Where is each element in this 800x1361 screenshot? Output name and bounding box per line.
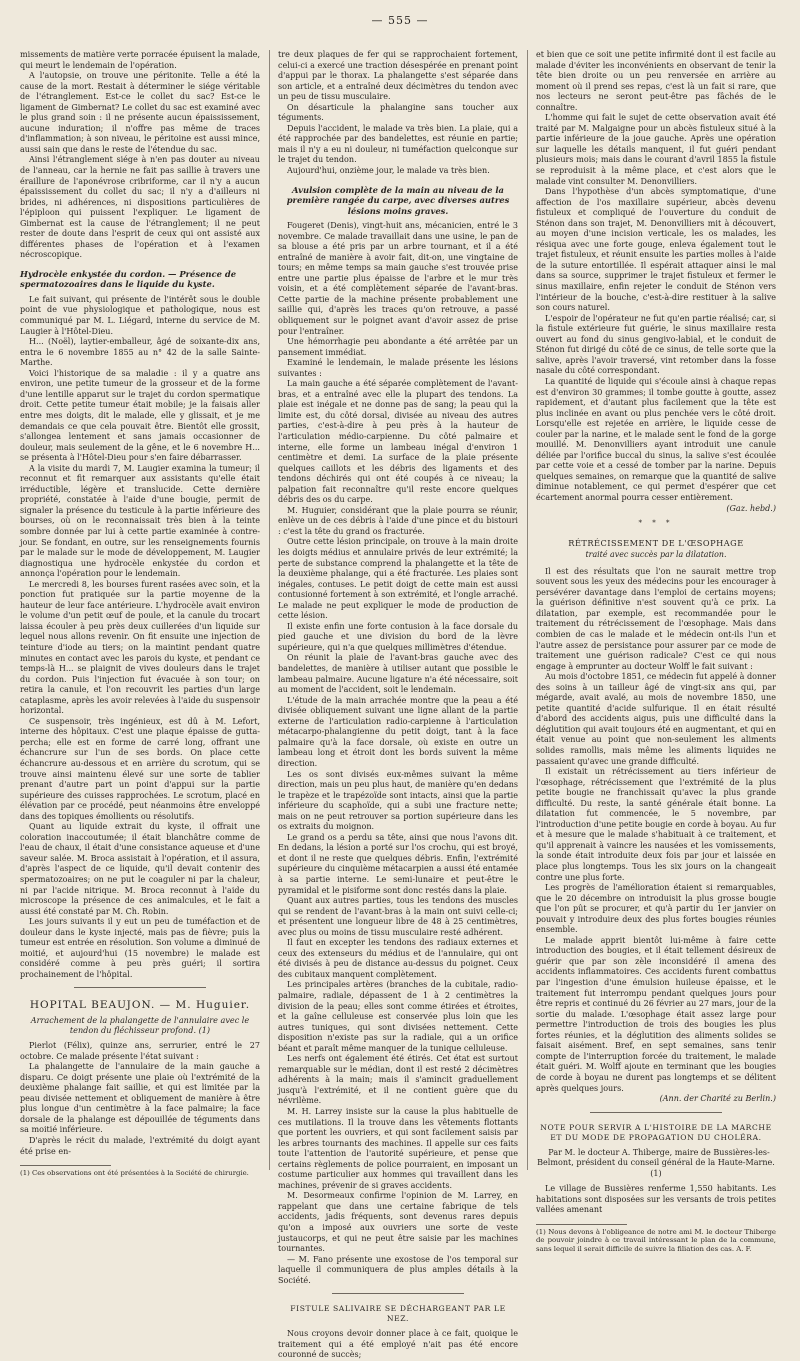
source-citation: (Ann. der Charité zu Berlin.)	[659, 1094, 776, 1104]
paragraph: M. H. Larrey insiste sur la cause la plus habituelle de ces mutilations. Il la trouve dans les vêtements flottants que portent les ouvriers, et qui sont facilement saisis par les arbres tournants des machines. Il appelle sur ces faits toute l'attention de l'autorité supérieure, et pense que certains règlements de police pourraient, en imposant un costume particulier aux hommes qui travaillent dans les machines, prévenir de si graves accidents.	[278, 1107, 518, 1190]
paragraph: Le village de Bussières renferme 1,550 habitants. Les habitations sont disposées sur les versants de trois petites vallées amenant	[536, 1184, 776, 1215]
paragraph: Le malade apprit bientôt lui-même à faire cette introduction des bougies, et il était tellement désireux de guérir que par son zèle inconsidéré il amena des accidents inflammatoires. Ces accidents furent combattus par l'ingestion d'une émulsion huileuse épaisse, et le traitement fut interrompu pendant quelques jours pour être repris et continué du 26 février au 27 mars, jour de la sortie du malade. L'œsophage était assez large pour permettre l'introduction de trois des bougies les plus fortes réunies, et la déglutition des aliments solides se faisait aisément. Bref, en sept semaines, sans tenir compte de l'interruption forcée du traitement, le malade était guéri. M. Wolff ajoute en terminant que les bougies de corde à boyau ne durent pas longtemps et se délitent après quelques jours.	[536, 935, 776, 1093]
paragraph: Ainsi l'étranglement siége à n'en pas douter au niveau de l'anneau, car la hernie ne fait pas saillie à travers une éraillure de l'aponévrose cribriforme, car il n'y a aucun épaississement du collet du sac; il n'y a d'ailleurs ni brides, ni adhérences, ni dispositions particulières de l'épiploon qui puissent l'expliquer. Le ligament de Gimbernat est la cause de l'étranglement; il ne peut rester de doute dans l'esprit de ceux qui ont assisté aux différentes phases de l'opération et à l'examen nécroscopique.	[20, 155, 260, 260]
byline: Par M. le docteur A. Thiberge, maire de Bussières-les-Belmont, président du conseil général de la Haute-Marne. (1)	[537, 1147, 775, 1178]
paragraph: L'étude de la main arrachée montre que la peau a été divisée obliquement suivant une ligne allant de la partie externe de l'articulation radio-carpienne à l'articulation métacarpo-phalangienne du petit doigt, tant à la face palmaire qu'à la face dorsale, où existe en outre un lambeau long et étroit dont les bords suivent la même direction.	[278, 695, 518, 768]
page-number: — 555 —	[371, 14, 429, 27]
paragraph: Quant aux autres parties, tous les tendons des muscles qui se rendent de l'avant-bras à la main ont suivi celle-ci; et présentent une longueur libre de 48 à 25 centimètres, avec plus ou moins de tissu musculaire resté adhérent.	[278, 896, 518, 937]
paragraph: La phalangette de l'annulaire de la main gauche a disparu. Ce doigt présente une plaie où l'extrémité de la deuxième phalange fait saillie, et qui est limitée par la peau divisée nettement et obliquement de manière à être plus longue d'un centimètre à la face palmaire; la face dorsale de la phalange est dépouillée de téguments dans sa moitié inférieure.	[20, 1062, 260, 1135]
section-subheading: traité avec succès par la dilatation.	[585, 550, 727, 560]
paragraph: Les nerfs ont également été étirés. Cet état est surtout remarquable sur le médian, dont il est resté 2 décimètres adhérents à la main; mais il s'amincit graduellement jusqu'à l'extrémité, et il ne contient guère que du névrilème.	[278, 1054, 518, 1106]
paragraph: Outre cette lésion principale, on trouve à la main droite les doigts médius et annulaire privés de leur extrémité; la perte de substance comprend la phalangette et la tête de la deuxième phalange, qui a été fracturée. Les plaies sont inégales, contuses. Le petit doigt de cette main est aussi contusionné fortement à son extrémité, et l'ongle arraché. Le malade ne peut expliquer le mode de production de cette lésion.	[278, 537, 518, 621]
ornament: * * *	[638, 519, 674, 528]
footnote-rule	[536, 1224, 627, 1225]
paragraph: Aujourd'hui, onzième jour, le malade va très bien.	[287, 166, 490, 176]
paragraph: A l'autopsie, on trouve une péritonite. Telle a été la cause de la mort. Restait à déterminer le siége véritable de l'étranglement. Est-ce le collet du sac? Est-ce le ligament de Gimbernat? Le collet du sac est examiné avec le plus grand soin : il ne présente aucun épaississement, aucune induration; il n'offre pas même de traces d'inflammation; à son niveau, le péritoine est aussi mince, aussi sain que dans le reste de l'étendue du sac.	[20, 71, 260, 154]
footnote: (1) Nous devons à l'obligeance de notre ami M. le docteur Thiberge de pouvoir joindre à ce travail intéressant le plan de la commune, sans lequel il serait difficile de suivre la filiation des cas. A. F.	[536, 1227, 776, 1254]
paragraph: Examiné le lendemain, le malade présente les lésions suivantes :	[278, 358, 518, 378]
paragraph: Il existe enfin une forte contusion à la face dorsale du pied gauche et une division du bord de la lèvre supérieure, qui n'a que quelques millimètres d'étendue.	[278, 621, 518, 652]
paragraph: M. Huguier, considérant que la plaie pourra se réunir, enlève un de ces débris à l'aide d'une pince et du bistouri : c'est la tête du grand os fracturée.	[278, 505, 518, 536]
paragraph: missements de matière verte porracée épuisent la malade, qui meurt le lendemain de l'opération.	[20, 50, 260, 70]
paragraph: Nous croyons devoir donner place à ce fait, quoique le traitement qui a été employé n'ait pas été encore couronné de succès;	[278, 1329, 518, 1360]
paragraph: Fougeret (Denis), vingt-huit ans, mécanicien, entré le 3 novembre. Ce malade travaillait dans une usine, le pan de sa blouse a été pris par un arbre tournant, et il a été entraîné de manière à avoir fait, dit-on, une vingtaine de tours; en même temps sa main gauche s'est trouvée prise entre une partie plus épaisse de l'arbre et le mur très voisin, et a été complètement séparée de l'avant-bras. Cette partie de la machine présente probablement une saillie qui, d'après les traces qu'on retrouve, a passé obliquement sur le poignet avant d'avoir assez de prise pour l'entraîner.	[278, 221, 518, 336]
paragraph: Depuis l'accident, le malade va très bien. La plaie, qui a été rapprochée par des bandelettes, est réunie en partie; mais il n'y a eu ni douleur, ni tuméfaction quelconque sur le trajet du tendon.	[278, 123, 518, 165]
section-heading: FISTULE SALIVAIRE SE DÉCHARGEANT PAR LE NEZ.	[290, 1304, 506, 1324]
paragraph: tre deux plaques de fer qui se rapprochaient fortement, celui-ci a exercé une traction désespérée en prenant point d'appui par le thorax. La phalangette s'est séparée dans son article, et a entraîné deux décimètres du tendon avec un peu de tissu musculaire.	[278, 50, 518, 102]
column-rule	[269, 50, 270, 1170]
section-heading: Hydrocèle enkystée du cordon. — Présence de spermatozoaires dans le liquide du kyste.	[20, 268, 237, 290]
column-rule	[527, 50, 528, 1170]
paragraph: Les principales artères (branches de la cubitale, radio-palmaire, radiale, dépassent de 1 à 2 centimètres la division de la peau; elles sont comme étirées et étroites, et la gaîne celluleuse est conservée plus loin que les autres tuniques, qui sont divisées nettement. Cette disposition n'existe pas sur la radiale, qui a un orifice béant et paraît même manquer de la tunique celluleuse.	[278, 980, 518, 1053]
source-citation: (Gaz. hebd.)	[726, 503, 776, 513]
paragraph: Les progrès de l'amélioration étaient si remarquables, que le 20 décembre on introduisit la plus grosse bougie que l'on pût se procurer, et qu'à partir du 1er janvier on pouvait y introduire deux des plus fortes bougies réunies ensemble.	[536, 883, 776, 935]
paragraph: L'espoir de l'opérateur ne fut qu'en partie réalisé; car, si la fistule extérieure fut guérie, le sinus maxillaire resta ouvert au fond du sinus gengivo-labial, et le conduit de Sténon fut dirigé du côté de ce sinus, de telle sorte que la salive, après l'avoir traversé, vint retomber dans la fosse nasale du côté correspondant.	[536, 313, 776, 376]
paragraph: On réunit la plaie de l'avant-bras gauche avec des bandelettes, de manière à utiliser autant que possible le lambeau palmaire. Aucune ligature n'a été nécessaire, soit au moment de l'accident, soit le lendemain.	[278, 653, 518, 695]
paragraph: Au mois d'octobre 1851, ce médecin fut appelé à donner des soins à un tailleur âgé de vingt-six ans qui, par mégarde, avait avalé, au mois de novembre 1850, une petite quantité d'acide sulfurique. Il en était résulté d'abord des accidents aigus, puis une difficulté dans la déglutition qui avait toujours été en augmentant, et qui en était venue au point que non-seulement les aliments solides ramollis, mais même les aliments liquides ne passaient qu'avec une grande difficulté.	[536, 672, 776, 766]
paragraph: Le mercredi 8, les bourses furent rasées avec soin, et la ponction fut pratiquée sur la partie moyenne de la hauteur de leur face antérieure. L'hydrocèle avait environ le volume d'un petit œuf de poule, et la canule du trocart laissa écouler à peu près deux cuillerées d'un liquide sur lequel nous allons revenir. On fit ensuite une injection de teinture d'iode au tiers; on la maintint pendant quatre minutes en contact avec les parois du kyste, et pendant ce temps-là H... se plaignit de vives douleurs dans le trajet du cordon. Puis l'injection fut évacuée à son tour; on retira la canule, et l'on recouvrit les parties d'un large cataplasme, après les avoir relevées à l'aide du suspensoir horizontal.	[20, 579, 260, 716]
paragraph: Une hémorrhagie peu abondante a été arrêtée par un pansement immédiat.	[278, 337, 518, 357]
paragraph: H... (Noël), laytier-emballeur, âgé de soixante-dix ans, entra le 6 novembre 1855 au n° 42 de la salle Sainte-Marthe.	[20, 337, 260, 368]
divider	[590, 1112, 722, 1113]
paragraph: La main gauche a été séparée complètement de l'avant-bras, et a entraîné avec elle la plupart des tendons. La plaie est inégale et ne donne pas de sang; la peau qui la limite est, du côté dorsal, divisée au niveau des autres parties, c'est-à-dire à peu près à la hauteur de l'articulation médio-carpienne. Du côté palmaire et interne, elle forme un lambeau inégal d'environ 1 centimètre et demi. La surface de la plaie présente quelques caillots et les débris des ligaments et des tendons déchirés qui ont été coupés à ce niveau; la palpation fait reconnaître qu'il reste encore quelques débris des os du carpe.	[278, 379, 518, 505]
divider	[332, 1293, 464, 1294]
hospital-heading: HOPITAL BEAUJON. — M. Huguier.	[29, 999, 251, 1012]
paragraph: Il est des résultats que l'on ne saurait mettre trop souvent sous les yeux des médecins pour les encourager à persévérer davantage dans l'emploi de certains moyens; la guérison définitive n'est souvent qu'à ce prix. La dilatation, par exemple, est recommandée pour le traitement du rétrécissement de l'œsophage. Mais dans combien de cas le malade et le médecin ont-ils l'un et l'autre assez de persistance pour assurer par ce mode de traitement une guérison radicale? C'est ce qui nous engage à emprunter au docteur Wolff le fait suivant :	[536, 566, 776, 671]
paragraph: Le grand os a perdu sa tête, ainsi que nous l'avons dit. En dedans, la lésion a porté sur l'os crochu, qui est broyé, et dont il ne reste que quelques débris. Enfin, l'extrémité supérieure du cinquième métacarpien a aussi été entamée à sa partie interne. Le semi-lunaire et peut-être le pyramidal et le pisiforme sont donc restés dans la plaie.	[278, 832, 518, 895]
paragraph: — M. Fano présente une exostose de l'os temporal sur laquelle il communiquera de plus amples détails à la Société.	[278, 1254, 518, 1285]
section-heading: NOTE POUR SERVIR A L'HISTOIRE DE LA MARCHE ET DU MODE DE PROPAGATION DU CHOLÉRA.	[540, 1122, 772, 1142]
paragraph: Voici l'historique de sa maladie : il y a quatre ans environ, une petite tumeur de la grosseur et de la forme d'une lentille apparut sur le trajet du cordon spermatique droit. Cette petite tumeur était mobile; je la faisais aller entre mes doigts, dit le malade, elle y glissait, et je me demandais ce que cela pouvait être. Bientôt elle grossit, s'allongea lentement et sans jamais occasionner de douleur, mais seulement de la gêne, et le 6 novembre H... se présenta à l'Hôtel-Dieu pour s'en faire débarrasser.	[20, 368, 260, 463]
divider	[74, 987, 206, 988]
paragraph: A la visite du mardi 7, M. Laugier examina la tumeur; il reconnut et fit remarquer aux assistants qu'elle était irréductible, légère et translucide. Cette dernière propriété, constatée à l'aide d'une bougie, permit de signaler la présence du testicule à la partie inférieure des bourses, où on le reconnaissait très bien à la teinte sombre donnée par lui à cette partie examinée à contre-jour. Se fondant, en outre, sur les renseignements fournis par le malade sur le mode de développement, M. Laugier diagnostiqua une hydrocèle enkystée du cordon et annonça l'opération pour le lendemain.	[20, 463, 260, 579]
section-heading: Avulsion complète de la main au niveau de la première rangée du carpe, avec diverses autres lésions moins graves.	[286, 184, 510, 216]
paragraph: Quant au liquide extrait du kyste, il offrait une coloration inaccoutumée; il était blanchâtre comme de l'eau de chaux, il était d'une consistance aqueuse et d'une saveur salée. M. Broca assistait à l'opération, et il assura, d'après l'aspect de ce liquide, qu'il devait contenir des spermatozoaires; on ne put le coaguler ni par la chaleur, ni par l'acide nitrique. M. Broca reconnut à l'aide du microscope la présence de ces animalcules, et le fait a aussi été constaté par M. Ch. Robin.	[20, 822, 260, 916]
paragraph: Pierlot (Félix), quinze ans, serrurier, entré le 27 octobre. Ce malade présente l'état suivant :	[20, 1041, 260, 1061]
paragraph: D'après le récit du malade, l'extrémité du doigt ayant été prise en-	[20, 1135, 260, 1156]
paragraph: Il existait un rétrécissement au tiers inférieur de l'œsophage, rétrécissement que l'extrémité de la plus petite bougie ne franchissait qu'avec la plus grande difficulté. Du reste, la santé générale était bonne. La dilatation fut commencée, le 5 novembre, par l'introduction d'une petite bougie en corde à boyau. Au fur et à mesure que le malade s'habituait à ce traitement, et qu'il apprenait à vaincre les nausées et les vomissements, la sonde était introduite deux fois par jour et laissée en place plus longtemps. Tous les six jours on la changeait contre une plus forte.	[536, 767, 776, 882]
footnote: (1) Ces observations ont été présentées à la Société de chirurgie.	[20, 1169, 249, 1178]
paragraph: Dans l'hypothèse d'un abcès symptomatique, d'une affection de l'os maxillaire supérieur, abcès devenu fistuleux et compliqué de l'ouverture du conduit de Sténon dans son trajet, M. Denonvilliers mit à découvert, au moyen d'une incision verticale, les os malades, les résiqua avec une forte gouge, enleva également tout le trajet fistuleux, et réunit ensuite les parties molles à l'aide de la suture entortillée. Il espérait attaquer ainsi le mal dans sa source, supprimer le trajet fistuleux et fermer le sinus maxillaire, enfin rejeter le conduit de Sténon vers l'intérieur de la bouche, c'est-à-dire restituer à la salive son cours naturel.	[536, 187, 776, 313]
case-title: Arrachement de la phalangette de l'annulaire avec le tendon du fléchisseur profond. (1)	[30, 1015, 250, 1036]
column-right	[536, 50, 776, 1254]
paragraph: Les jours suivants il y eut un peu de tuméfaction et de douleur dans le kyste injecté, mais pas de fièvre; puis la tumeur est entrée en résolution. Son volume a diminué de moitié, et aujourd'hui (15 novembre) le malade est considéré comme à peu près guéri; il sortira prochainement de l'hôpital.	[20, 917, 260, 979]
column-middle	[278, 50, 518, 1360]
column-left	[20, 50, 260, 1178]
paragraph: Il faut en excepter les tendons des radiaux externes et ceux des extenseurs du médius et de l'annulaire, qui ont été divisés à peu de distance au-dessus du poignet. Ceux des cubitaux manquent complètement.	[278, 938, 518, 979]
footnote-rule	[20, 1165, 111, 1166]
paragraph: La quantité de liquide qui s'écoule ainsi à chaque repas est d'environ 30 grammes; il tombe goutte à goutte, assez rapidement, et d'autant plus facilement que la tête est plus inclinée en avant ou plus penchée vers le côté droit. Lorsqu'elle est rejetée en arrière, le liquide cesse de couler par la narine, et le malade sent le fond de la gorge mouillé. M. Denonvilliers ayant introduit une canule déliée par l'orifice buccal du sinus, la salive s'est écoulée par cette voie et a cessé de tomber par la narine. Depuis quelques semaines, on remarque que la quantité de salive diminue notablement, ce qui permet d'espérer que cet écartement anormal pourra cesser entièrement.	[536, 376, 776, 502]
paragraph: Les os sont divisés eux-mêmes suivant la même direction, mais un peu plus haut, de manière qu'en dedans le trapèze et le trapézoïde sont intacts, ainsi que la partie inférieure du scaphoïde, qui a subi une fracture nette; mais on ne peut retrouver sa portion supérieure dans les os extraits du moignon.	[278, 769, 518, 832]
paragraph: M. Desormeaux confirme l'opinion de M. Larrey, en rappelant que dans une certaine fabrique de tels accidents, jadis fréquents, sont devenus rares depuis qu'on a imposé aux ouvriers une sorte de veste justaucorps, et qui ne peut être saisie par les machines tournantes.	[278, 1191, 518, 1254]
paragraph: et bien que ce soit une petite infirmité dont il est facile au malade d'éviter les inconvénients en observant de tenir la tête bien droite ou un peu renversée en arrière au moment où il prend ses repas, c'est là un fait si rare, que nos lecteurs ne seront peut-être pas fâchés de le connaître.	[536, 50, 776, 112]
paragraph: L'homme qui fait le sujet de cette observation avait été traité par M. Malgaigne pour un abcès fistuleux situé à la partie inférieure de la joue gauche. Après une opération sur laquelle les détails manquent, il fut guéri pendant plusieurs mois; mais dans le courant d'avril 1855 la fistule se reproduisit à la même place, et c'est alors que le malade vint consulter M. Denonvilliers.	[536, 113, 776, 186]
paragraph: On désarticule la phalangine sans toucher aux téguments.	[278, 102, 518, 123]
paragraph: Ce suspensoir, très ingénieux, est dû à M. Lefort, interne des hôpitaux. C'est une plaque épaisse de gutta-percha; elle est en forme de carré long, offrant une échancrure sur l'un de ses bords. On place cette échancrure au-dessous et en arrière du scrotum, qui se trouve ainsi maintenu élevé sur une sorte de tablier prenant d'autre part un point d'appui sur la partie supérieure des cuisses rapprochées. Le scrotum, placé en élévation par ce procédé, peut néanmoins être enveloppé dans des topiques émollients ou résolutifs.	[20, 716, 260, 821]
section-heading: RÉTRÉCISSEMENT DE L'ŒSOPHAGE	[568, 537, 744, 548]
paragraph: Le fait suivant, qui présente de l'intérêt sous le double point de vue physiologique et pathologique, nous est communiqué par M. L. Liégard, interne du service de M. Laugier à l'Hôtel-Dieu.	[20, 294, 260, 336]
